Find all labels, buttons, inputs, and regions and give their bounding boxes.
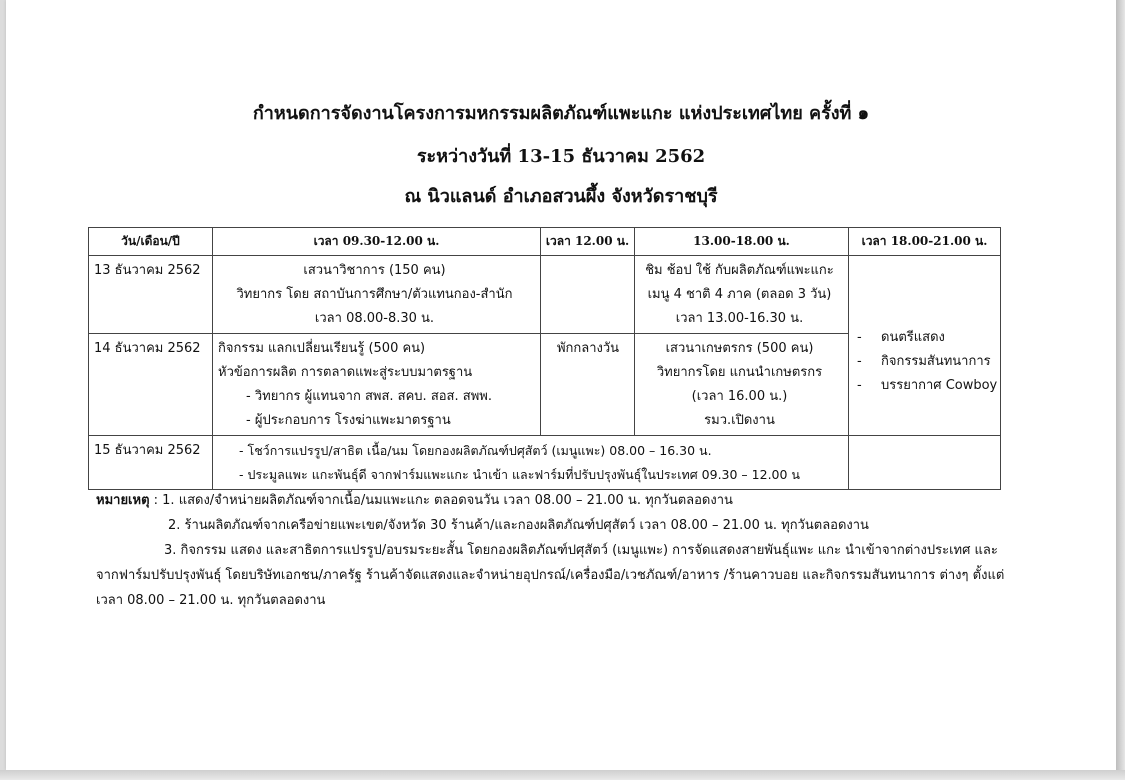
activity-line: วิทยากรโดย แกนนำเกษตรกร — [656, 365, 823, 380]
document-title: กำหนดการจัดงานโครงการมหกรรมผลิตภัณฑ์แพะแกะ แห่งประเทศไทย ครั้งที่ ๑ — [252, 103, 870, 124]
evening-activity-list — [849, 256, 1000, 398]
activity-line: - วิทยากร ผู้แทนจาก สพส. สคบ. สอส. สพพ. — [246, 389, 492, 404]
activity-line: เวลา 13.00-16.30 น. — [675, 311, 804, 326]
header-date: วัน/เดือน/ปี — [89, 228, 213, 256]
remark-line: จากฟาร์มปรับปรุงพันธุ์ โดยบริษัทเอกชน/ภาครัฐ ร้านค้าจัดแสดงและจำหน่ายอุปกรณ์/เครื่องมือ/เวชภัณฑ์/อาหาร /ร้านคาวบอย และกิจกรรมสันทนาการ ต่างๆ ตั้งแต่ — [96, 568, 1005, 583]
page-edge-bottom — [0, 770, 1125, 780]
activity-line: วิทยากร โดย สถาบันการศึกษา/ตัวแทนกอง-สำนัก — [236, 287, 513, 302]
activity-line: - โชว์การแปรรูป/สาธิต เนื้อ/นม โดยกองผลิตภัณฑ์ปศุสัตว์ (เมนูแพะ) 08.00 – 16.30 น. — [239, 443, 712, 458]
header-morning: เวลา 09.30-12.00 น. — [213, 228, 541, 256]
activity-line: เสวนาวิชาการ (150 คน) — [303, 263, 446, 278]
noon-cell — [541, 334, 635, 436]
remark-line: หมายเหตุ : 1. แสดง/จำหน่ายผลิตภัณฑ์จากเนื้อ/นมแพะแกะ ตลอดจนวัน เวลา 08.00 – 21.00 น. ทุกวันตลอดงาน — [96, 493, 733, 508]
date-label: 15 ธันวาคม 2562 — [94, 443, 201, 458]
date-cell — [89, 334, 213, 436]
list-item: - กิจกรรมสันทนาการ — [857, 354, 991, 369]
evening-cell — [849, 256, 1001, 436]
event-location: ณ นิวแลนด์ อำเภอสวนผึ้ง จังหวัดราชบุรี — [404, 186, 718, 207]
activity-line: เมนู 4 ชาติ 4 ภาค (ตลอด 3 วัน) — [647, 287, 832, 302]
header-noon: เวลา 12.00 น. — [541, 228, 635, 256]
morning-cell — [213, 256, 541, 334]
page-edge-right — [1116, 0, 1125, 780]
activity-line: - ผู้ประกอบการ โรงฆ่าแพะมาตรฐาน — [246, 413, 451, 428]
lunch-break-label: พักกลางวัน — [556, 341, 620, 356]
date-cell — [89, 436, 213, 490]
remark-line: 3. กิจกรรม แสดง และสาธิตการแปรรูป/อบรมระยะสั้น โดยกองผลิตภัณฑ์ปศุสัตว์ (เมนูแพะ) การจัดแสดงสายพันธุ์แพะ แกะ นำเข้าจากต่างประเทศ และ — [164, 543, 998, 558]
remarks-label: หมายเหตุ — [96, 493, 150, 508]
table-row — [89, 256, 1001, 334]
afternoon-cell — [635, 334, 849, 436]
table-header-row — [89, 228, 1001, 256]
list-item: - ดนตรีแสดง — [857, 330, 945, 345]
header-evening: เวลา 18.00-21.00 น. — [849, 228, 1001, 256]
activity-line: รมว.เปิดงาน — [704, 413, 775, 428]
activity-line: - ประมูลแพะ แกะพันธุ์ดี จากฟาร์มแพะแกะ นำเข้า และฟาร์มที่ปรับปรุงพันธุ์ในประเทศ 09.30 – 12.00 น — [239, 467, 800, 482]
afternoon-cell — [635, 256, 849, 334]
day3-activities-cell — [213, 436, 849, 490]
list-item: - บรรยากาศ Cowboy — [857, 378, 998, 393]
noon-cell — [541, 256, 635, 334]
activity-line: เสวนาเกษตรกร (500 คน) — [665, 341, 814, 356]
activity-line: เวลา 08.00-8.30 น. — [314, 311, 435, 326]
activity-line: (เวลา 16.00 น.) — [691, 389, 788, 404]
event-dates: ระหว่างวันที่ 13-15 ธันวาคม 2562 — [416, 146, 706, 167]
schedule-table — [88, 227, 1001, 490]
activity-line: หัวข้อการผลิต การตลาดแพะสู่ระบบมาตรฐาน — [218, 365, 473, 380]
activity-line: ชิม ช้อป ใช้ กับผลิตภัณฑ์แพะแกะ — [645, 263, 834, 278]
date-label: 13 ธันวาคม 2562 — [94, 263, 201, 278]
remark-line: 2. ร้านผลิตภัณฑ์จากเครือข่ายแพะเขต/จังหวัด 30 ร้านค้า/และกองผลิตภัณฑ์ปศุสัตว์ เวลา 08.00 – 21.00 น. ทุกวันตลอดงาน — [168, 518, 869, 533]
remarks-section — [96, 488, 1016, 613]
remark-line: เวลา 08.00 – 21.00 น. ทุกวันตลอดงาน — [96, 593, 326, 608]
header-afternoon: 13.00-18.00 น. — [635, 228, 849, 256]
date-cell — [89, 256, 213, 334]
table-row — [89, 436, 1001, 490]
morning-cell — [213, 334, 541, 436]
evening-cell-empty — [849, 436, 1001, 490]
date-label: 14 ธันวาคม 2562 — [94, 341, 201, 356]
activity-line: กิจกรรม แลกเปลี่ยนเรียนรู้ (500 คน) — [218, 341, 426, 356]
